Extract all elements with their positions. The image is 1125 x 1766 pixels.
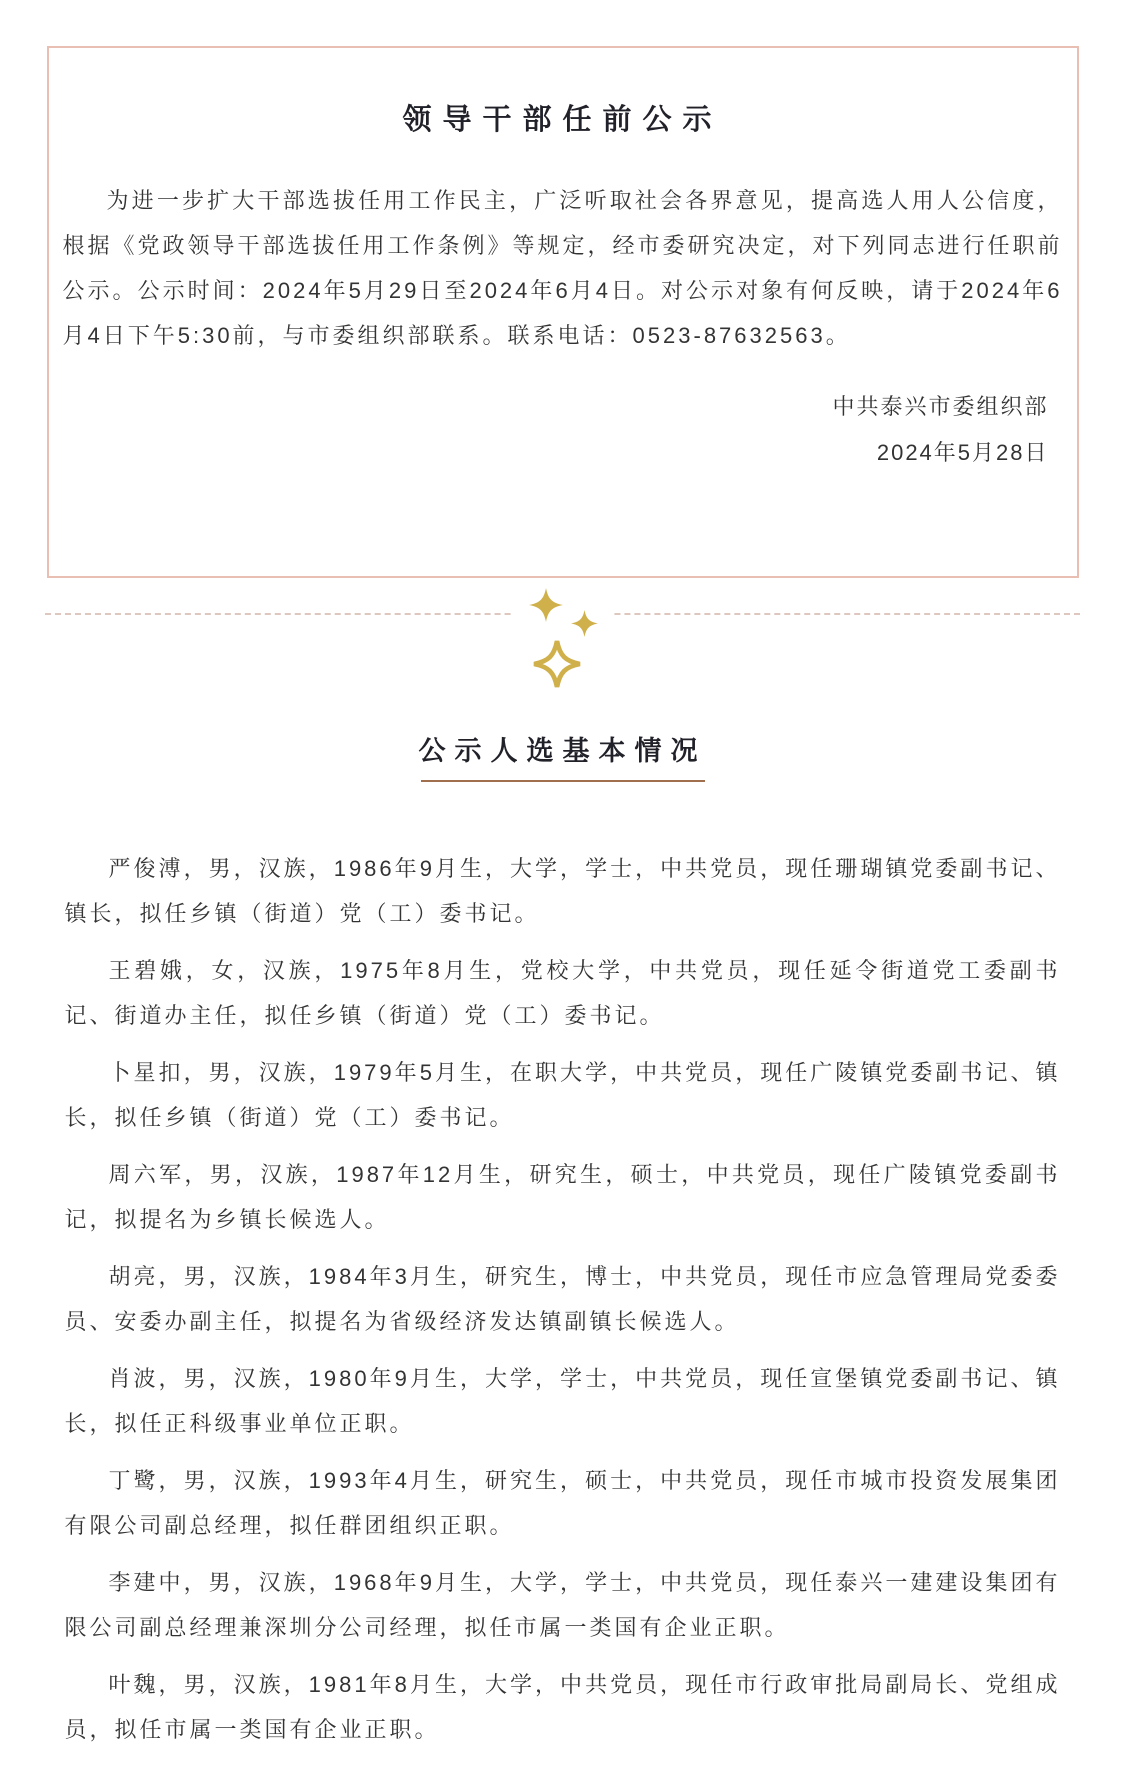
notice-signature [63, 384, 1063, 476]
person-entry: 肖波，男，汉族，1980年9月生，大学，学士，中共党员，现任宣堡镇党委副书记、镇长，拟任正科级事业单位正职。 [64, 1366, 1061, 1436]
person-entry: 胡亮，男，汉族，1984年3月生，研究生，博士，中共党员，现任市应急管理局党委委员、安委办副主任，拟提名为省级经济发达镇副镇长候选人。 [64, 1264, 1061, 1334]
section-title-underline [421, 780, 705, 782]
notice-body-paragraph: 为进一步扩大干部选拔任用工作民主，广泛听取社会各界意见，提高选人用人公信度，根据《党政领导干部选拔任用工作条例》等规定，经市委研究决定，对下列同志进行任职前公示。公示时间：2024年5月29日至2024年6月4日。对公示对象有何反映，请于2024年6月4日下午5:30前，与市委组织部联系。联系电话：0523-87632563。 [62, 188, 1063, 348]
person-entry: 叶魏，男，汉族，1981年8月生，大学，中共党员，现任市行政审批局副局长、党组成员，拟任市属一类国有企业正职。 [64, 1672, 1061, 1742]
person-entry: 周六军，男，汉族，1987年12月生，研究生，硕士，中共党员，现任广陵镇党委副书记，拟提名为乡镇长候选人。 [64, 1162, 1061, 1232]
person-entry: 李建中，男，汉族，1968年9月生，大学，学士，中共党员，现任泰兴一建建设集团有限公司副总经理兼深圳分公司经理，拟任市属一类国有企业正职。 [64, 1570, 1061, 1640]
document-page [0, 46, 1125, 1766]
person-entry: 丁鹭，男，汉族，1993年4月生，研究生，硕士，中共党员，现任市城市投资发展集团有限公司副总经理，拟任群团组织正职。 [64, 1468, 1061, 1538]
section-title: 公示人选基本情况 [418, 736, 707, 766]
signature-date: 2024年5月28日 [876, 440, 1049, 465]
notice-title: 领导干部任前公示 [402, 104, 723, 136]
person-entry: 严俊溥，男，汉族，1986年9月生，大学，学士，中共党员，现任珊瑚镇党委副书记、镇长，拟任乡镇（街道）党（工）委书记。 [64, 856, 1061, 926]
person-entry: 王碧娥，女，汉族，1975年8月生，党校大学，中共党员，现任延令街道党工委副书记、街道办主任，拟任乡镇（街道）党（工）委书记。 [64, 958, 1061, 1028]
notice-card [47, 46, 1079, 578]
people-list [65, 846, 1061, 1752]
person-entry: 卜星扣，男，汉族，1979年5月生，在职大学，中共党员，现任广陵镇党委副书记、镇长，拟任乡镇（街道）党（工）委书记。 [64, 1060, 1061, 1130]
sparkles-ornament [513, 586, 613, 700]
signature-organization: 中共泰兴市委组织部 [832, 394, 1049, 419]
sparkle-icon-large [529, 588, 563, 622]
sparkle-icon-outline [531, 638, 583, 690]
section-divider [45, 578, 1080, 708]
sparkle-icon-small [571, 610, 598, 637]
